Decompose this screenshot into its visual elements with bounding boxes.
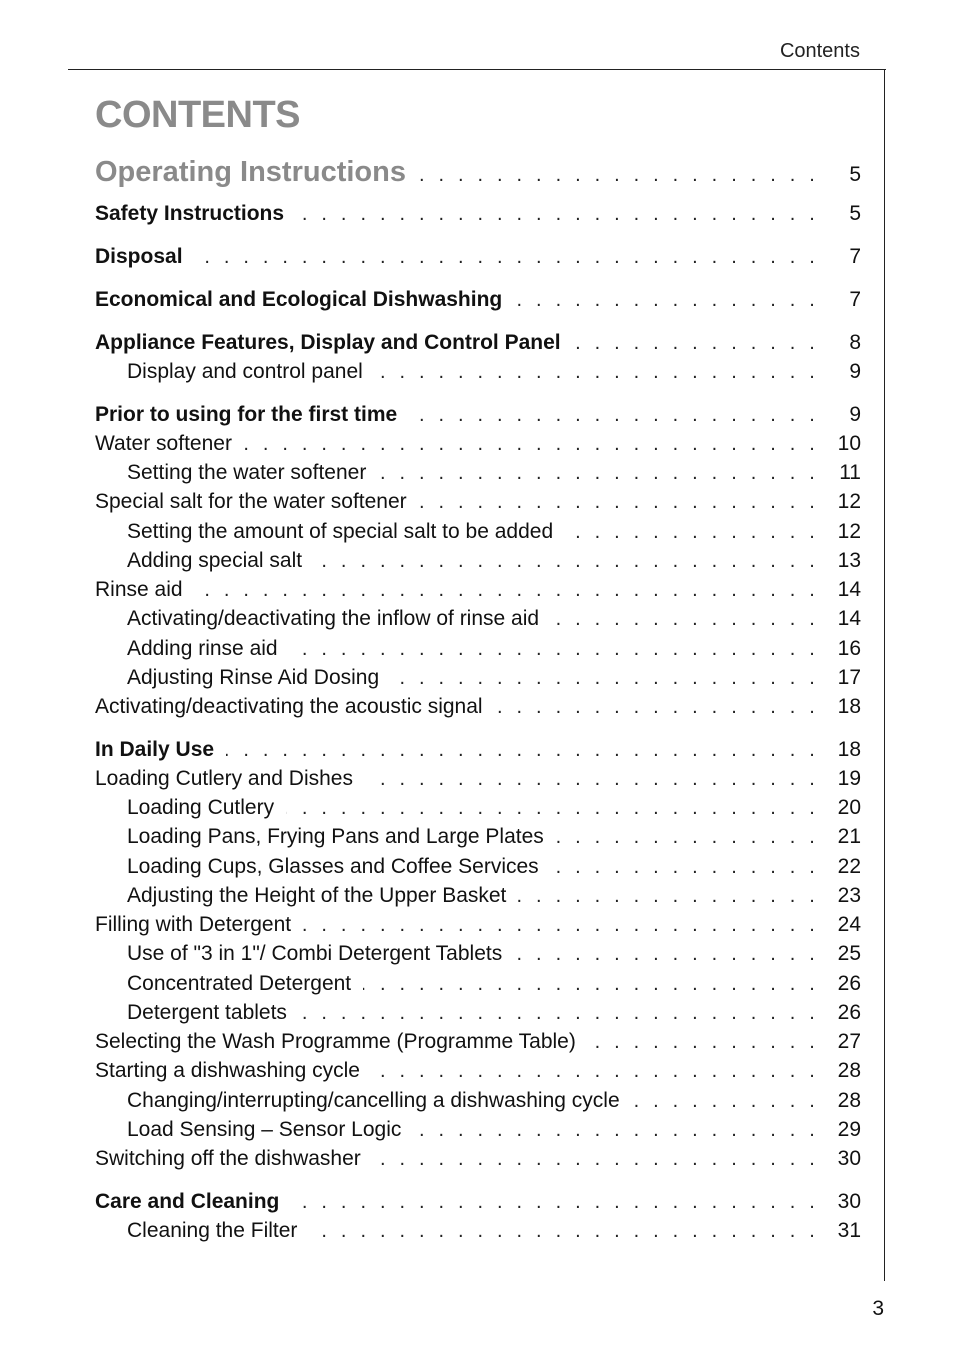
toc-entry[interactable] [95,884,861,913]
toc-entry-page: 14 [837,578,861,601]
toc-entry-page: 12 [837,490,861,513]
toc-entry-label: Operating Instructions [95,156,406,188]
toc-entry-page: 28 [837,1089,861,1112]
dot-leader [588,1031,819,1054]
toc-entry-page: 13 [837,549,861,572]
toc-entry-label: Disposal [95,245,183,268]
toc-entry-page: 31 [837,1219,861,1242]
toc-entry-page: 26 [837,1001,861,1024]
toc-entry-label: Activating/deactivating the inflow of rinse aid [127,607,540,630]
toc-entry-page: 16 [837,637,861,660]
dot-leader [372,1060,819,1083]
dot-leader [365,768,819,791]
dot-leader [286,797,819,820]
toc-entry-label: Loading Cups, Glasses and Coffee Services [127,855,539,878]
toc-entry[interactable] [95,913,861,942]
toc-entry-page: 18 [837,738,861,761]
toc-entry-label: Adding rinse aid [127,637,278,660]
toc-entry-page: 20 [837,796,861,819]
dot-leader [514,289,819,312]
dot-leader [291,1191,819,1214]
toc-entry-page: 30 [837,1147,861,1170]
toc-entry-page: 9 [849,360,861,383]
dot-leader [514,943,819,966]
toc-entry[interactable] [95,637,861,666]
toc-entry-label: Cleaning the Filter [127,1219,298,1242]
page-number: 3 [872,1297,884,1320]
dot-leader [419,491,819,514]
toc-entry[interactable] [95,1059,861,1088]
toc-entry[interactable] [95,738,861,767]
toc-entry-label: Setting the water softener [127,461,367,484]
toc-entry-label: Loading Pans, Frying Pans and Large Plates [127,825,544,848]
margin-rule [884,69,885,1281]
toc-entry[interactable] [95,245,861,274]
toc-entry-label: Water softener [95,432,232,455]
toc-entry-page: 17 [837,666,861,689]
dot-leader [573,332,819,355]
toc-entry-label: Adjusting the Height of the Upper Basket [127,884,507,907]
toc-entry-page: 9 [849,403,861,426]
dot-leader [309,1220,819,1243]
dot-leader [556,826,819,849]
toc-entry[interactable] [95,490,861,519]
toc-entry-page: 8 [849,331,861,354]
toc-entry-label: Loading Cutlery and Dishes [95,767,353,790]
toc-entry-label: Adding special salt [127,549,303,572]
toc-entry-page: 5 [849,163,861,186]
dot-leader [195,579,819,602]
toc-entry[interactable] [95,695,861,724]
toc-entry-label: Starting a dishwashing cycle [95,1059,360,1082]
toc-entry-page: 7 [849,245,861,268]
toc-entry[interactable] [95,796,861,825]
toc-entry[interactable] [95,1147,861,1176]
toc-entry-label: Prior to using for the first time [95,403,398,426]
dot-leader [551,856,819,879]
toc-entry-label: Loading Cutlery [127,796,275,819]
dot-leader [296,203,819,226]
toc-entry[interactable] [95,855,861,884]
toc-entry-page: 21 [837,825,861,848]
header-rule [68,69,886,70]
toc-entry-page: 27 [837,1030,861,1053]
toc-entry-label: Load Sensing – Sensor Logic [127,1118,402,1141]
toc-entry-label: Use of "3 in 1"/ Combi Detergent Tablets [127,942,503,965]
toc-entry[interactable] [95,767,861,796]
toc-entry-label: Detergent tablets [127,1001,287,1024]
toc-entry[interactable] [95,202,861,231]
toc-entry-label: Appliance Features, Display and Control Panel [95,331,561,354]
toc-entry-page: 25 [837,942,861,965]
toc-entry-page: 14 [837,607,861,630]
toc-entry-page: 12 [837,520,861,543]
toc-entry-page: 26 [837,972,861,995]
page-title: CONTENTS [95,94,300,136]
toc-entry-label: Activating/deactivating the acoustic signal [95,695,483,718]
toc-entry-label: Selecting the Wash Programme (Programme Table) [95,1030,576,1053]
toc-entry-label: Adjusting Rinse Aid Dosing [127,666,380,689]
dot-leader [551,608,819,631]
toc-entry[interactable] [95,288,861,317]
toc-entry[interactable] [95,1118,861,1147]
dot-leader [409,404,819,427]
toc-entry-label: Switching off the dishwasher [95,1147,361,1170]
dot-leader [378,462,819,485]
toc-entry[interactable] [95,825,861,854]
toc-entry[interactable] [95,461,861,490]
toc-entry-page: 5 [849,202,861,225]
dot-leader [518,885,819,908]
toc-entry[interactable] [95,432,861,461]
toc-entry-label: Filling with Detergent [95,913,292,936]
toc-entry[interactable] [95,360,861,389]
toc-entry-label: Economical and Ecological Dishwashing [95,288,503,311]
dot-leader [565,521,819,544]
toc-entry-label: Concentrated Detergent [127,972,352,995]
toc-entry[interactable] [95,1030,861,1059]
dot-leader [244,433,819,456]
dot-leader [290,638,819,661]
toc-entry[interactable] [95,1219,861,1248]
toc-entry[interactable] [95,972,861,1001]
toc-entry-label: In Daily Use [95,738,215,761]
dot-leader [391,667,819,690]
dot-leader [413,1119,819,1142]
toc-entry[interactable] [95,549,861,578]
toc-entry[interactable] [95,1089,861,1118]
toc-entry-page: 11 [839,461,861,484]
toc-entry[interactable] [95,1001,861,1030]
dot-leader [632,1090,819,1113]
dot-leader [363,973,819,996]
toc-entry-page: 30 [837,1190,861,1213]
dot-leader [299,1002,819,1025]
dot-leader [495,696,819,719]
dot-leader [195,246,819,269]
toc-entry-page: 7 [849,288,861,311]
toc-entry-label: Special salt for the water softener [95,490,407,513]
toc-entry[interactable] [95,403,861,432]
toc-entry[interactable] [95,1190,861,1219]
dot-leader [314,550,819,573]
dot-leader [226,739,819,762]
toc-entry-label: Display and control panel [127,360,363,383]
toc-entry-page: 18 [837,695,861,718]
toc-entry-page: 22 [837,855,861,878]
toc-entry[interactable] [95,666,861,695]
running-header: Contents [779,40,860,62]
toc-entry-page: 29 [837,1118,861,1141]
toc-entry-label: Setting the amount of special salt to be added [127,520,554,543]
toc-entry-page: 19 [837,767,861,790]
dot-leader [303,914,819,937]
toc-entry[interactable] [95,331,861,360]
toc-entry-label: Safety Instructions [95,202,285,225]
toc-entry-page: 23 [837,884,861,907]
toc-entry[interactable] [95,156,861,188]
toc-entry-page: 24 [837,913,861,936]
toc-entry[interactable] [95,607,861,636]
toc-entry-label: Rinse aid [95,578,183,601]
dot-leader [373,1148,819,1171]
toc-entry-page: 10 [837,432,861,455]
dot-leader [418,164,819,187]
toc-entry-label: Changing/interrupting/cancelling a dishwashing cycle [127,1089,620,1112]
toc-entry-page: 28 [837,1059,861,1082]
toc-entry[interactable] [95,942,861,971]
toc-entry[interactable] [95,578,861,607]
toc-entry[interactable] [95,520,861,549]
toc-entry-label: Care and Cleaning [95,1190,280,1213]
dot-leader [375,361,819,384]
